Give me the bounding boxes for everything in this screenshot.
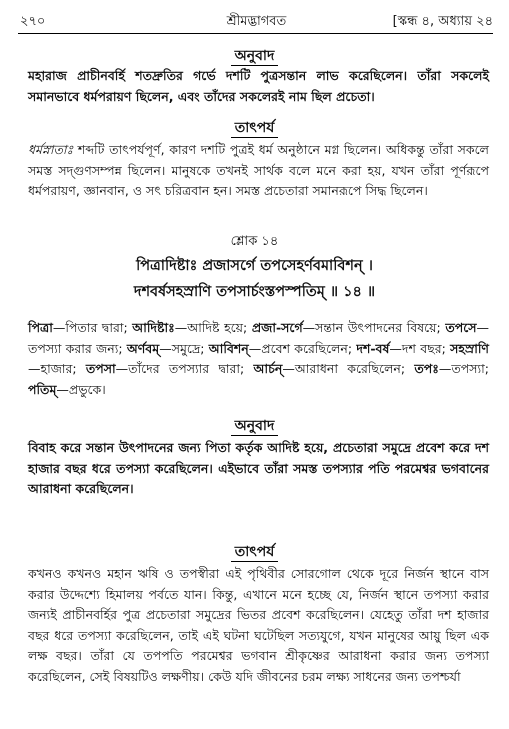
synonym-word: তপঃ <box>414 361 439 376</box>
purport-heading: তাৎপর্য <box>0 116 509 140</box>
synonym-word: আবিশন্ <box>208 340 249 356</box>
synonym-meaning: —পিতার দ্বারা; <box>52 320 133 335</box>
verse-number: শ্লোক ১৪ <box>230 234 279 249</box>
synonym-word: তপসা <box>85 361 116 376</box>
synonym-word: দশ-বর্ষ <box>356 340 390 356</box>
synonym-meaning: —আরাধনা করেছিলেন; <box>282 361 415 376</box>
translation-heading-2: অনুবাদ <box>0 414 509 438</box>
synonym-meaning: —তপস্যা করার জন্য; <box>28 320 490 356</box>
verse-line-2: দশবর্ষসহস্রাণি তপসার্চংস্তপস্পতিম্ ॥ ১৪ ॥ <box>133 284 376 300</box>
synonyms <box>28 318 489 400</box>
synonym-meaning: —সন্তান উৎপাদনের বিষয়ে; <box>302 320 446 335</box>
synonym-meaning: —হাজার; <box>28 361 86 376</box>
purport-heading-2: তাৎপর্য <box>0 540 509 564</box>
synonym-meaning: —প্রবেশ করেছিলেন; <box>248 340 357 356</box>
purport-text-2: কখনও কখনও মহান ঋষি ও তপস্বীরা এই পৃথিবীর সোরগোল থেকে দূরে নির্জন স্থানে বাস করার উদ্দেশ্যে হিমালয় পর্বতে যান। কিন্তু, এখানে মনে হচ্ছে যে, নির্জন স্থানে তপস্যা করার জন্যই প্রাচীনবর্হির পুত্র প্রচেতারা সমুদ্রের ভিতর প্রবেশ করেছিলেন। যেহেতু তাঁরা দশ হাজার বছর ধরে তপস্যা করেছিলেন, তাই এই ঘটনা ঘটেছিল সত্যযুগে, যখন মানুষের আয়ু ছিল এক লক্ষ বছর। তাঁরা যে তপপতি পরমেশ্বর ভগবান শ্রীকৃষ্ণের আরাধনা করার জন্য তপস্যা করেছিলেন, সেই বিষয়টিও লক্ষণীয়। কেউ যদি জীবনের চরম লক্ষ্য সাধনের জন্য তপশ্চর্যা <box>28 566 489 684</box>
translation-text-2: বিবাহ করে সন্তান উৎপাদনের জন্য পিতা কর্তৃক আদিষ্ট হয়ে, প্রচেতারা সমুদ্রে প্রবেশ করে দশ হাজার বছর ধরে তপস্যা করেছিলেন। এইভাবে তাঁরা সমস্ত তপস্যার পতি পরমেশ্বর ভগবানের আরাধনা করেছিলেন। <box>28 440 489 496</box>
synonym-word: প্রজা-সর্গে <box>251 320 303 335</box>
synonym-word: সহস্রাণি <box>450 340 489 356</box>
purport-body: শব্দটি তাৎপর্যপূর্ণ, কারণ দশটি পুত্রই ধর্ম অনুষ্ঠানে মগ্ন ছিলেন। অধিকন্তু তাঁরা সকলে সমস্ত সদ্‌গুণসম্পন্ন ছিলেন। মানুষকে তখনই সার্থক বলে মনে করা হয়, যখন তাঁরা পূর্ণরূপে ধর্মপরায়ণ, জ্ঞানবান, ও সৎ চরিত্রবান হন। সমস্ত প্রচেতারা সমানরূপে সিদ্ধ ছিলেন। <box>28 142 489 198</box>
purport-text <box>28 140 489 202</box>
translation-heading: অনুবাদ <box>0 44 509 68</box>
synonym-word: আদিষ্টাঃ <box>132 320 175 335</box>
synonym-word: আর্চন্ <box>253 361 283 376</box>
page-header <box>20 10 493 30</box>
synonym-word: তপসে <box>445 320 477 335</box>
synonym-word: পতিম্ <box>28 381 57 397</box>
synonym-word: অর্ণবম্ <box>126 340 160 356</box>
purport-italic-term: ধর্মস্নাতাঃ <box>28 142 74 157</box>
translation-text: মহারাজ প্রাচীনবর্হি শতদ্রুতির গর্ভে দশটি পুত্রসন্তান লাভ করেছিলেন। তাঁরা সকলেই সমানভাবে ধর্মপরায়ণ ছিলেন, এবং তাঁদের সকলেরই নাম ছিল প্রচেতা। <box>28 68 489 104</box>
synonym-word: পিত্রা <box>28 320 53 335</box>
chapter-reference: [স্কন্ধ ৪, অধ্যায় ২৪ <box>392 14 493 29</box>
synonym-meaning: —তপস্যা; <box>438 361 490 376</box>
book-title: শ্রীমদ্ভাগবত <box>226 14 287 29</box>
synonym-meaning: —তাঁদের তপস্যার দ্বারা; <box>115 361 254 376</box>
synonym-meaning: —প্রভুকে। <box>56 381 106 397</box>
synonym-meaning: —দশ বছর; <box>389 340 451 356</box>
verse-line-1: পিত্রাদিষ্টাঃ প্রজাসর্গে তপসেহর্ণবমাবিশন্ । <box>136 258 373 274</box>
header-rule <box>18 33 493 34</box>
page-number: ২৭০ <box>20 14 46 29</box>
synonym-meaning: —সমুদ্রে; <box>159 340 209 356</box>
synonym-meaning: —আদিষ্ট হয়ে; <box>174 320 252 335</box>
